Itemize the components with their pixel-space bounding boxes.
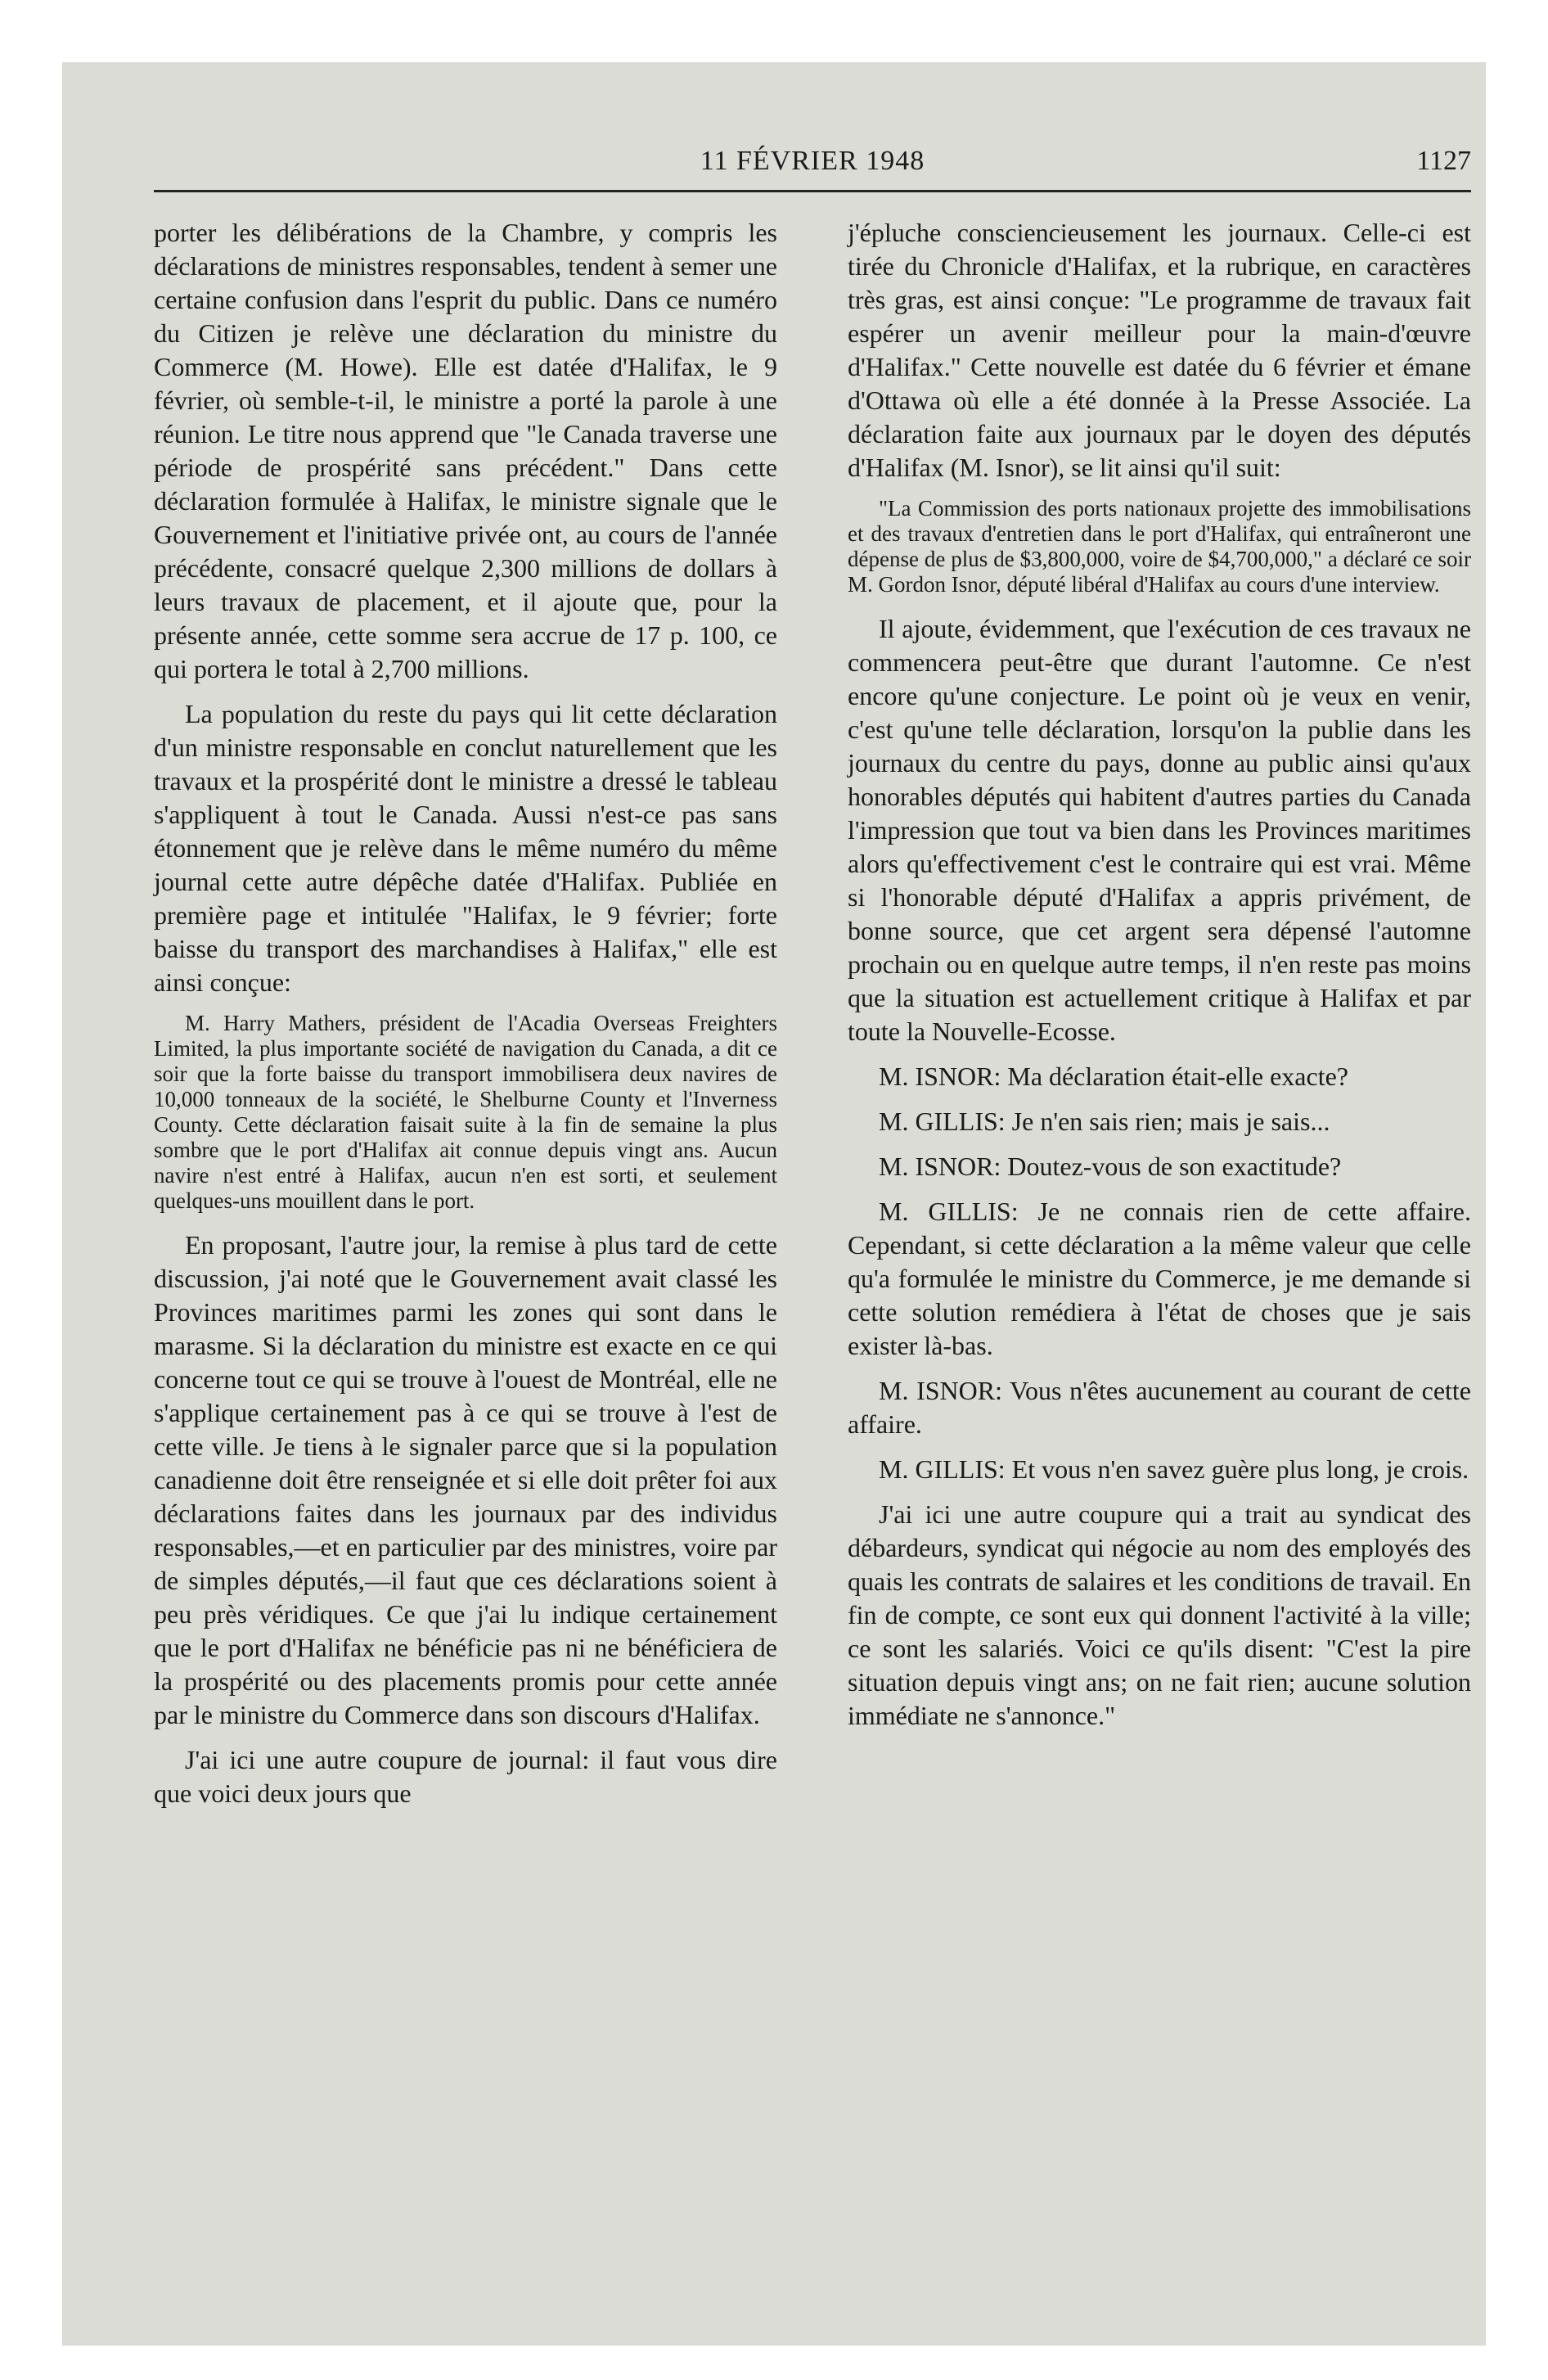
paragraph: j'épluche consciencieusement les journaux. Celle-ci est tirée du Chronicle d'Halifax, et la rubrique, en caractères très gras, est ainsi conçue: "Le programme de travaux fait espérer un avenir meilleur pour la main-d'œuvre d'Halifax." Cette nouvelle est datée du 6 février et émane d'Ottawa où elle a été donnée à la Presse Associée. La déclaration faite aux journaux par le doyen des députés d'Halifax (M. Isnor), se lit ainsi qu'il suit: bbox=[848, 218, 1471, 482]
paragraph: J'ai ici une autre coupure de journal: il faut vous dire que voici deux jours que bbox=[154, 1745, 777, 1808]
right-column bbox=[848, 216, 1471, 1744]
paragraph: porter les délibérations de la Chambre, y compris les déclarations de ministres responsables, tendent à semer une certaine confusion dans l'esprit du public. Dans ce numéro du Citizen je relève une déclaration du ministre du Commerce (M. Howe). Elle est datée d'Halifax, le 9 février, où semble-t-il, le ministre a porté la parole à une réunion. Le titre nous apprend que "le Canada traverse une période de prospérité sans précédent." Dans cette déclaration formulée à Halifax, le ministre signale que le Gouvernement et l'initiative privée ont, au cours de l'année précédente, consacré quelque 2,300 millions de dollars à leurs travaux de placement, et il ajoute que, pour la présente année, cette somme sera accrue de 17 p. 100, ce qui portera le total à 2,700 millions. bbox=[154, 218, 777, 683]
paragraph: La population du reste du pays qui lit cette déclaration d'un ministre responsable en conclut naturellement que les travaux et la prospérité dont le ministre a dressé le tableau s'appliquent à tout le Canada. Aussi n'est-ce pas sans étonnement que je relève dans le même numéro du même journal cette autre dépêche datée d'Halifax. Publiée en première page et intitulée "Halifax, le 9 février; forte baisse du transport des marchandises à Halifax," elle est ainsi conçue: bbox=[154, 699, 777, 997]
page-date: 11 FÉVRIER 1948 bbox=[700, 146, 925, 176]
page-number: 1127 bbox=[1416, 146, 1471, 176]
page-header bbox=[154, 146, 1471, 192]
paragraph: En proposant, l'autre jour, la remise à plus tard de cette discussion, j'ai noté que le Gouvernement avait classé les Provinces maritimes parmi les zones qui sont dans le marasme. Si la déclaration du ministre est exacte en ce qui concerne tout ce qui se trouve à l'ouest de Montréal, elle ne s'applique certainement pas à ce qui se trouve à l'est de cette ville. Je tiens à le signaler parce que si la population canadienne doit être renseignée et si elle doit prêter foi aux déclarations faites dans les journaux par des individus responsables,—et en particulier par des ministres, voire par de simples députés,—il faut que ces déclarations soient à peu près véridiques. Ce que j'ai lu indique certainement que le port d'Halifax ne bénéficie pas ni ne bénéficiera de la prospérité ou des placements promis pour cette année par le ministre du Commerce dans son discours d'Halifax. bbox=[154, 1230, 777, 1729]
dialogue-line: M. GILLIS: Je ne connais rien de cette affaire. Cependant, si cette déclaration a la même valeur que celle qu'a formulée le ministre du Commerce, je me demande si cette solution remédiera à l'état de choses que je sais exister là-bas. bbox=[848, 1197, 1471, 1360]
paragraph: J'ai ici une autre coupure qui a trait au syndicat des débardeurs, syndicat qui négocie au nom des employés des quais les contrats de salaires et les conditions de travail. En fin de compte, ce sont eux qui donnent l'activité à la ville; ce sont les salariés. Voici ce qu'ils disent: "C'est la pire situation depuis vingt ans; on ne fait rien; aucune solution immédiate ne s'annonce." bbox=[848, 1499, 1471, 1730]
dialogue-line: M. ISNOR: Doutez-vous de son exactitude? bbox=[879, 1152, 1342, 1181]
dialogue-line: M. ISNOR: Vous n'êtes aucunement au courant de cette affaire. bbox=[848, 1376, 1471, 1439]
paragraph: Il ajoute, évidemment, que l'exécution de ces travaux ne commencera peut-être que durant l'automne. Ce n'est encore qu'une conjecture. Le point où je veux en venir, c'est qu'une telle déclaration, lorsqu'on la publie dans les journaux du centre du pays, donne au public ainsi qu'aux honorables députés qui habitent d'autres parties du Canada l'impression que tout va bien dans les Provinces maritimes alors qu'effectivement c'est le contraire qui est vrai. Même si l'honorable député d'Halifax a appris privément, de bonne source, que cet argent sera dépensé l'automne prochain ou en quelque autre temps, il n'en reste pas moins que la situation est actuellement critique à Halifax et par toute la Nouvelle-Ecosse. bbox=[848, 614, 1471, 1046]
dialogue-line: M. ISNOR: Ma déclaration était-elle exacte? bbox=[879, 1062, 1348, 1091]
quoted-dispatch: M. Harry Mathers, président de l'Acadia Overseas Freighters Limited, la plus importante société de navigation du Canada, a dit ce soir que la forte baisse du transport immobilisera deux navires de 10,000 tonneaux de la société, le Shelburne County et l'Inverness County. Cette déclaration faisait suite à la fin de semaine la plus sombre que le port d'Halifax ait connue depuis vingt ans. Aucun navire n'est entré à Halifax, aucun n'en est sorti, et seulement quelques-uns mouillent dans le port. bbox=[154, 1011, 777, 1213]
quoted-dispatch: "La Commission des ports nationaux projette des immobilisations et des travaux d'entretien dans le port d'Halifax, qui entraîneront une dépense de plus de $3,800,000, voire de $4,700,000," a déclaré ce soir M. Gordon Isnor, député libéral d'Halifax au cours d'une interview. bbox=[848, 496, 1471, 597]
left-column bbox=[154, 216, 777, 1822]
scanned-page bbox=[62, 62, 1486, 2346]
dialogue-line: M. GILLIS: Et vous n'en savez guère plus long, je crois. bbox=[879, 1454, 1469, 1484]
dialogue-line: M. GILLIS: Je n'en sais rien; mais je sais... bbox=[879, 1107, 1330, 1136]
